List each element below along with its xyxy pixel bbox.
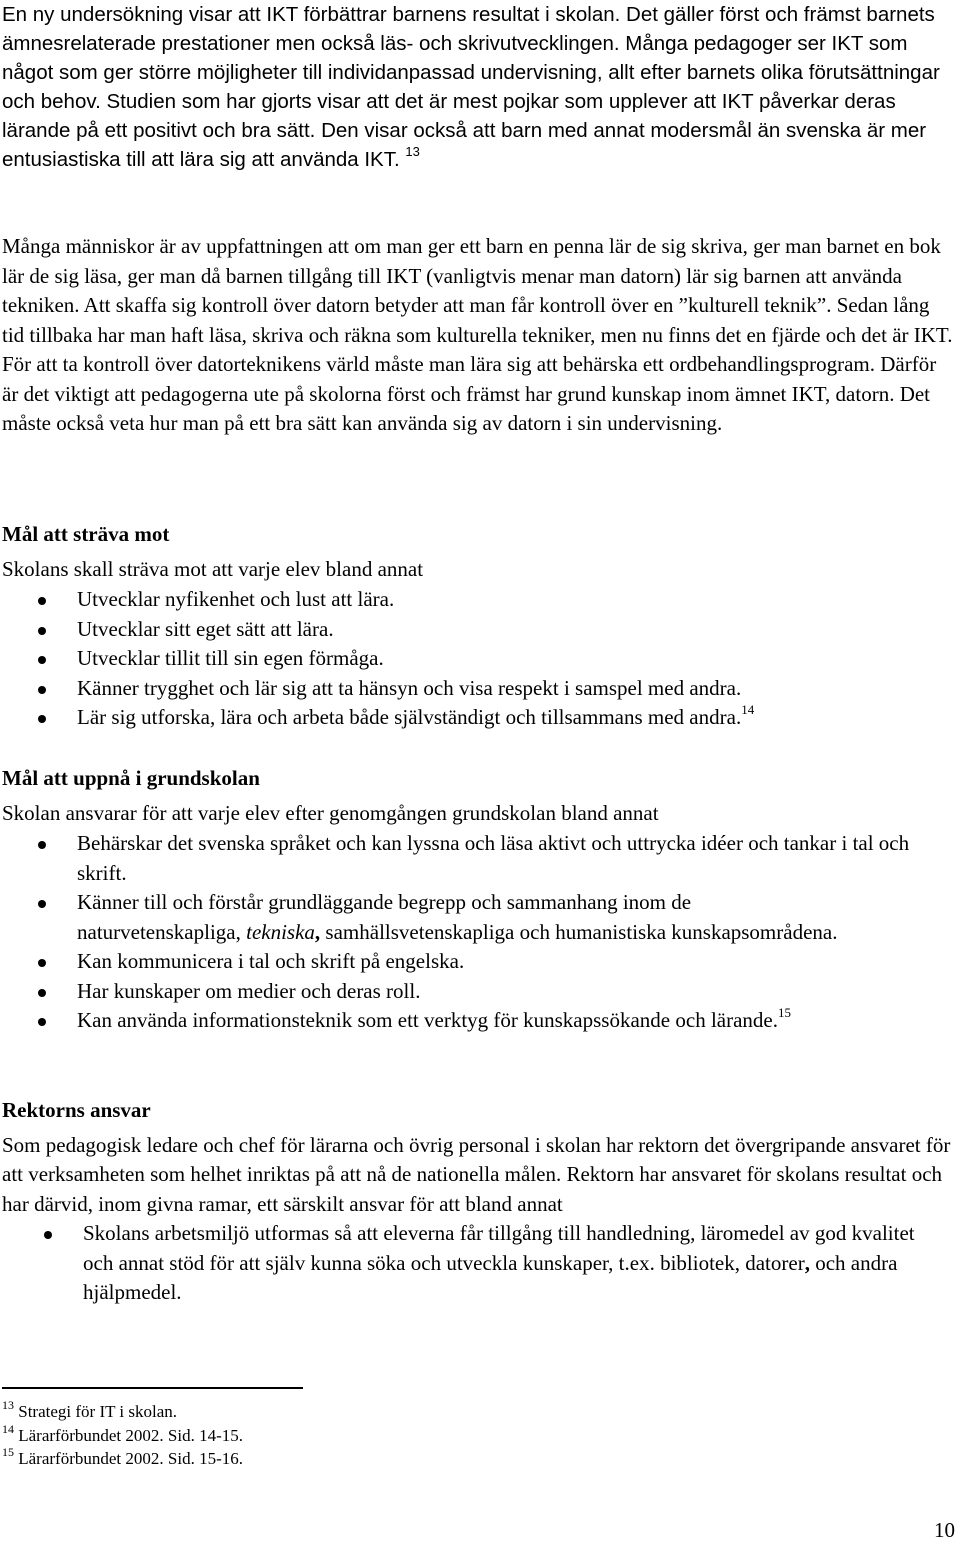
list-item: Känner trygghet och lär sig att ta hänsyn och visa respekt i samspel med andra. (2, 674, 956, 704)
section-body: Som pedagogisk ledare och chef för lärarna och övrig personal i skolan har rektorn det övergripande ansvaret för att verksamheten som helhet inriktas på att nå de nationella målen. Rektorn har ansvaret för skolans resultat och har därvid, inom givna ramar, ett särskilt ansvar för att bland annat (2, 1132, 951, 1216)
footnote: $^{13}$ Strategi för IT i skolan. (2, 1398, 178, 1421)
footnote-separator (2, 1387, 303, 1389)
list-item: Utvecklar nyfikenhet och lust att lära. (2, 585, 956, 615)
bullet-icon (38, 627, 46, 635)
section-heading: Mål att sträva mot (2, 522, 170, 546)
list-item: Utvecklar tillit till sin egen förmåga. (2, 644, 956, 674)
list-item: Kan använda informationsteknik som ett verktyg för kunskapssökande och lärande.$^{15}$ (2, 1006, 956, 1036)
footnote-ref-13[interactable]: 13 (405, 144, 420, 160)
section-intro: Skolans skall sträva mot att varje elev bland annat (2, 556, 424, 581)
section-mal-att-uppna (2, 764, 956, 1036)
goal-list (2, 829, 956, 1036)
list-item: Skolans arbetsmiljö utformas så att eleverna får tillgång till handledning, läromedel av god kvalitet och annat stöd för att själv kunna söka och utveckla kunskaper, t.ex. bibliotek, datorer, och andra hjälpmedel. (2, 1219, 956, 1308)
bullet-icon (38, 597, 46, 605)
bullet-icon (38, 959, 46, 967)
list-item: Känner till och förstår grundläggande begrepp och sammanhang inom de naturvetenskapliga, tekniska, samhällsvetenskapliga och humanistiska kunskapsområdena. (2, 888, 956, 947)
section-heading: Mål att uppnå i grundskolan (2, 766, 260, 790)
list-item: Behärskar det svenska språket och kan lyssna och läsa aktivt och uttrycka idéer och tankar i tal och skrift. (2, 829, 956, 888)
intro-paragraph: En ny undersökning visar att IKT förbättrar barnens resultat i skolan. Det gäller först och främst barnets ämnesrelaterade prestationer men också läs- och skrivutvecklingen. Många pedagoger ser IKT som något som ger större möjligheter till individanpassad undervisning, allt efter barnets olika förutsättningar och behov. Studien som har gjorts visar att det är mest pojkar som upplever att IKT påverkar deras lärande på ett positivt och bra sätt. Den visar också att barn med annat modersmål än svenska är mer entusiastiska till att lära sig att använda IKT. $^{13}$ (2, 3, 940, 171)
bullet-icon (38, 715, 46, 723)
footnote: $^{14}$ Lärarförbundet 2002. Sid. 14-15. (2, 1421, 243, 1445)
footnote: $^{15}$ Lärarförbundet 2002. Sid. 15-16. (2, 1445, 243, 1468)
bullet-icon (38, 686, 46, 694)
goal-list (2, 585, 956, 733)
section-heading: Rektorns ansvar (2, 1098, 151, 1122)
bullet-icon (38, 841, 46, 849)
bullet-icon (44, 1231, 52, 1239)
list-item: Har kunskaper om medier och deras roll. (2, 977, 956, 1007)
footnote-ref-14[interactable]: 14 (741, 702, 755, 717)
bullet-icon (38, 1018, 46, 1026)
page-number: 10 (934, 1518, 955, 1542)
section-mal-att-strava-mot (2, 520, 956, 733)
section-intro: Skolan ansvarar för att varje elev efter genomgången grundskolan bland annat (2, 800, 659, 825)
footnote-ref-15[interactable]: 15 (777, 1005, 791, 1020)
kulturell-teknik-paragraph: Många människor är av uppfattningen att om man ger ett barn en penna lär de sig skriva, ger man barnet en bok lär de sig läsa, ger man då barnen tillgång till IKT (vanligtvis menar man datorn) lär sig barnen att använda tekniken. Att skaffa sig kontroll över datorn betyder att man får kontroll över en ”kulturell teknik”. Sedan lång tid tillbaka har man haft läsa, skriva och räkna som kulturella tekniker, men nu finns det en fjärde och det är IKT. För att ta kontroll över datorteknikens värld måste man lära sig att behärska ett ordbehandlingsprogram. Därför är det viktigt att pedagogerna ute på skolorna först och främst har grund kunskap inom ämnet IKT, datorn. Det måste också veta hur man på ett bra sätt kan använda sig av datorn i sin undervisning. (2, 234, 953, 435)
list-item: Kan kommunicera i tal och skrift på engelska. (2, 947, 956, 977)
footnotes (2, 1400, 243, 1471)
bullet-icon (38, 900, 46, 908)
bullet-icon (38, 656, 46, 664)
responsibility-list (2, 1219, 956, 1308)
list-item: Utvecklar sitt eget sätt att lära. (2, 615, 956, 645)
list-item: Lär sig utforska, lära och arbeta både självständigt och tillsammans med andra.$^{14}$ (2, 703, 956, 733)
bullet-icon (38, 989, 46, 997)
section-rektorns-ansvar (2, 1096, 956, 1308)
